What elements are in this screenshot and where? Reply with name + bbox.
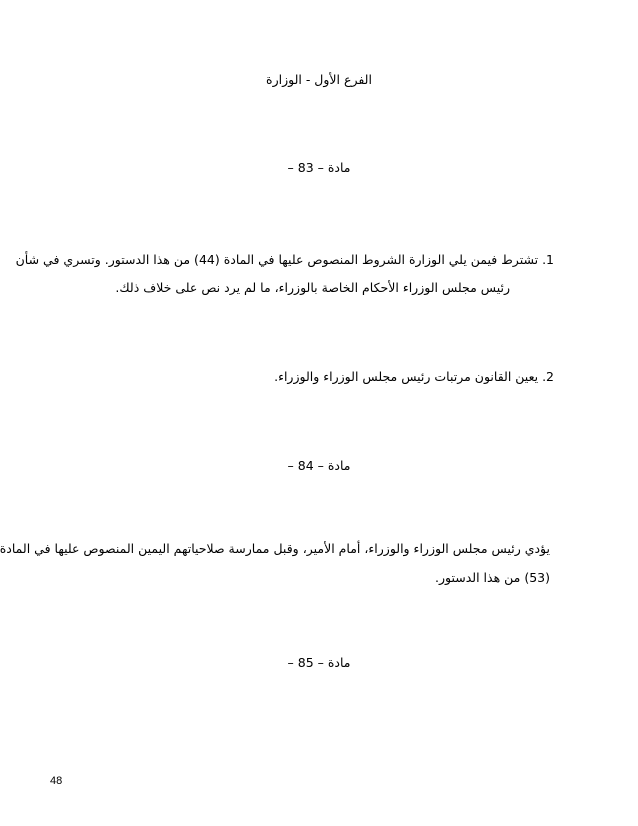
article-83-clause-1-line-1: 1. تشترط فيمن يلي الوزارة الشروط المنصوص عليها في المادة (44) من هذا الدستور. وتسري في شأن [15, 252, 554, 267]
article-85-heading: مادة – 85 – [287, 655, 351, 670]
article-84-heading: مادة – 84 – [287, 458, 351, 473]
section-heading: الفرع الأول - الوزارة [266, 72, 372, 87]
article-83-heading: مادة – 83 – [287, 160, 351, 175]
page-number: 48 [50, 775, 63, 787]
article-83-clause-2: 2. يعين القانون مرتبات رئيس مجلس الوزراء والوزراء. [274, 369, 554, 384]
article-84-line-1: يؤدي رئيس مجلس الوزراء والوزراء، أمام الأمير، وقبل ممارسة صلاحياتهم اليمين المنصوص عليها في المادة [0, 541, 550, 556]
article-83-clause-1-line-2: رئيس مجلس الوزراء الأحكام الخاصة بالوزراء، ما لم يرد نص على خلاف ذلك. [115, 280, 510, 295]
article-84-line-2: (53) من هذا الدستور. [435, 570, 550, 585]
